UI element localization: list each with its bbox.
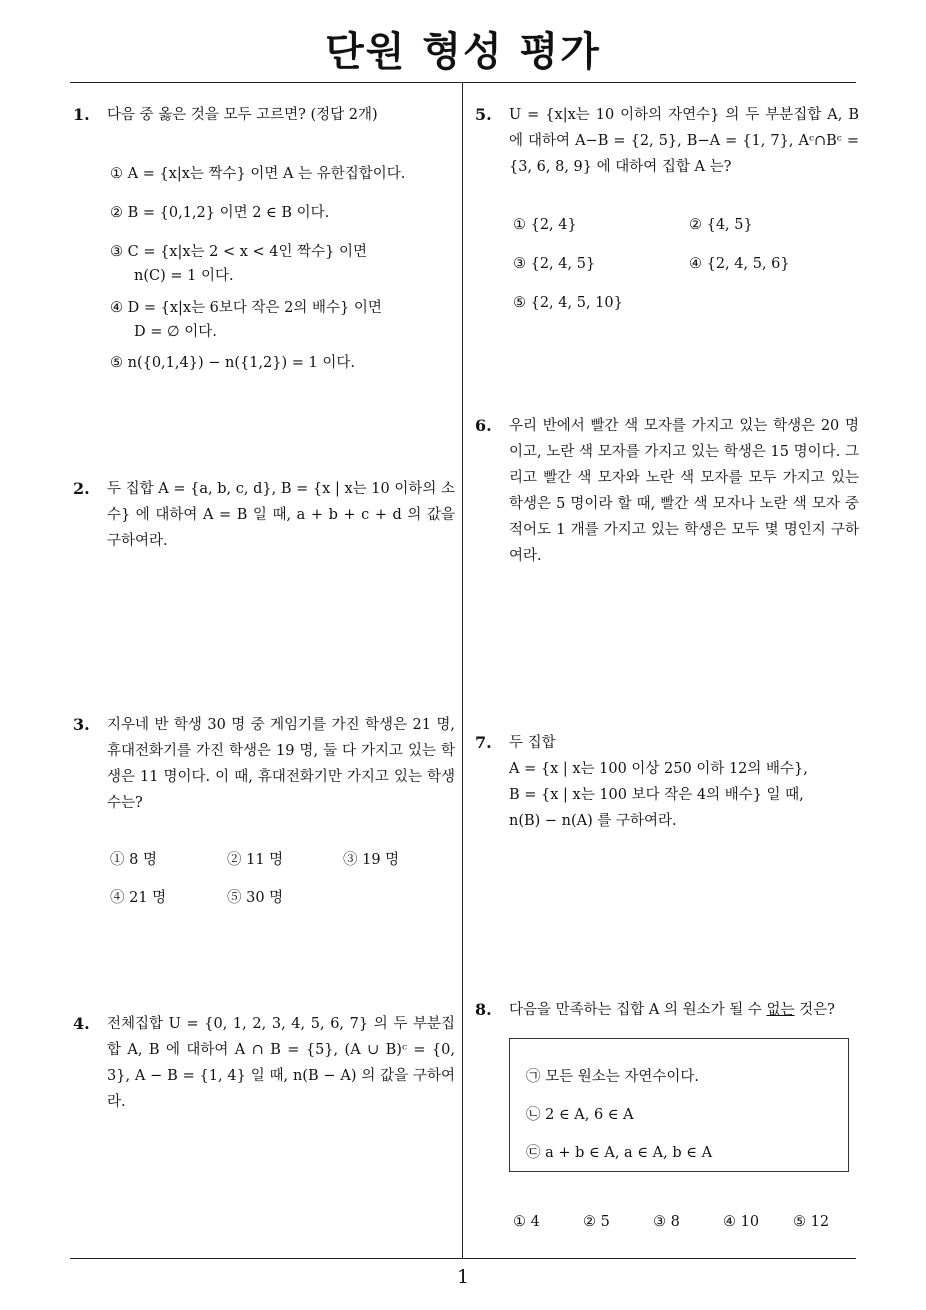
question-stem: 두 집합 A = {a, b, c, d}, B = {x | x는 10 이하의 소수} 에 대하여 A = B 일 때, a + b + c + d 의 값을 구하여라. <box>107 481 455 549</box>
option-text: n({0,1,4}) − n({1,2}) = 1 이다. <box>127 355 355 371</box>
option-text: 12 <box>810 1214 830 1230</box>
q1-option-2[interactable] <box>110 201 329 225</box>
q8-option-3[interactable] <box>653 1210 680 1234</box>
option-marker: ⑤ <box>227 890 242 906</box>
q8-option-4[interactable] <box>723 1210 759 1234</box>
option-text: C = {x|x는 2 < x < 4인 짝수} 이면 <box>127 244 367 260</box>
option-text: 30 명 <box>246 890 284 906</box>
column-divider <box>462 83 463 1258</box>
option-marker: ⑤ <box>793 1214 806 1230</box>
option-marker: ⑤ <box>513 295 526 311</box>
q8-option-5[interactable] <box>793 1210 829 1234</box>
option-text: {2, 4, 5, 6} <box>706 256 790 272</box>
question-number: 5. <box>475 105 492 124</box>
question-stem: 지우네 반 학생 30 명 중 게임기를 가진 학생은 21 명, 휴대전화기를 가진 학생은 19 명, 둘 다 가지고 있는 학생은 11 명이다. 이 때, 휴대전화기만 가지고 있는 학생 수는? <box>107 717 455 811</box>
option-marker: ① <box>513 1214 526 1230</box>
condition-2 <box>526 1103 634 1124</box>
option-text: {2, 4, 5} <box>530 256 596 272</box>
option-marker: ① <box>513 217 526 233</box>
question-number: 1. <box>73 105 90 124</box>
option-text: D = {x|x는 6보다 작은 2의 배수} 이면 <box>127 300 382 316</box>
option-marker: ④ <box>689 256 702 272</box>
option-text: 10 <box>740 1214 760 1230</box>
option-text: {2, 4} <box>530 217 577 233</box>
option-text-line2: D = ∅ 이다. <box>134 324 217 340</box>
q5-option-3[interactable] <box>513 252 595 276</box>
option-marker: ① <box>110 852 125 868</box>
question-stem <box>509 997 859 1023</box>
option-marker: ① <box>110 166 123 182</box>
condition-text: 2 ∈ A, 6 ∈ A <box>545 1107 634 1123</box>
condition-marker: ㉡ <box>526 1107 541 1123</box>
question-5 <box>475 102 859 180</box>
question-line: 두 집합 <box>509 735 556 751</box>
condition-text: a + b ∈ A, a ∈ A, b ∈ A <box>545 1145 713 1161</box>
question-number: 7. <box>475 733 492 752</box>
option-marker: ③ <box>343 852 358 868</box>
option-text: 8 명 <box>129 852 157 868</box>
option-marker: ③ <box>110 244 123 260</box>
q3-option-2[interactable] <box>227 848 283 872</box>
question-4 <box>73 1011 455 1115</box>
page-title: 단원 형성 평가 <box>325 29 601 75</box>
q5-option-5[interactable] <box>513 291 623 315</box>
q8-option-2[interactable] <box>583 1210 610 1234</box>
question-stem: 우리 반에서 빨간 색 모자를 가지고 있는 학생은 20 명이고, 노란 색 모자를 가지고 있는 학생은 15 명이다. 그리고 빨간 색 모자와 노란 색 모자를 모두 가지고 있는 학생은 5 명이라 할 때, 빨간 색 모자나 노란 색 모자 중 적어도 1 개를 가지고 있는 학생은 모두 몇 명인지 구하여라. <box>509 418 859 564</box>
question-number: 2. <box>73 479 90 498</box>
option-text: 8 <box>670 1214 680 1230</box>
condition-text: 모든 원소는 자연수이다. <box>545 1069 700 1085</box>
option-text: {4, 5} <box>706 217 753 233</box>
option-marker: ④ <box>110 300 123 316</box>
option-text-line2: n(C) = 1 이다. <box>134 268 234 284</box>
condition-marker: ㉢ <box>526 1145 541 1161</box>
question-number: 3. <box>73 715 90 734</box>
question-stem: U = {x|x는 10 이하의 자연수} 의 두 부분집합 A, B 에 대하여 A−B = {2, 5}, B−A = {1, 7}, Aᶜ∩Bᶜ = {3, 6, 8, 9} 에 대하여 집합 A 는? <box>509 107 859 175</box>
condition-1 <box>526 1065 699 1086</box>
q8-option-1[interactable] <box>513 1210 540 1234</box>
question-number: 8. <box>475 1000 492 1019</box>
q5-option-1[interactable] <box>513 213 577 237</box>
q3-option-3[interactable] <box>343 848 399 872</box>
option-marker: ② <box>583 1214 596 1230</box>
question-line: B = {x | x는 100 보다 작은 4의 배수} 일 때, <box>509 787 804 803</box>
option-text: 4 <box>530 1214 540 1230</box>
option-text: 11 명 <box>246 852 284 868</box>
option-marker: ② <box>227 852 242 868</box>
q3-option-1[interactable] <box>110 848 157 872</box>
question-2 <box>73 476 455 554</box>
condition-3 <box>526 1141 712 1162</box>
question-6 <box>475 413 859 569</box>
question-stem: 다음 중 옳은 것을 모두 고르면? (정답 2개) <box>107 107 378 123</box>
question-line: A = {x | x는 100 이상 250 이하 12의 배수}, <box>509 761 808 777</box>
q1-option-3[interactable] <box>110 240 367 288</box>
option-text: A = {x|x는 짝수} 이면 A 는 유한집합이다. <box>127 166 406 182</box>
question-7 <box>475 730 859 834</box>
bottom-rule <box>70 1258 856 1259</box>
option-marker: ② <box>689 217 702 233</box>
q1-option-4[interactable] <box>110 296 382 344</box>
option-marker: ⑤ <box>110 355 123 371</box>
q1-option-1[interactable] <box>110 162 405 186</box>
option-text: 19 명 <box>362 852 400 868</box>
q3-option-4[interactable] <box>110 886 166 910</box>
condition-marker: ㉠ <box>526 1069 541 1085</box>
option-text: 21 명 <box>129 890 167 906</box>
q5-option-4[interactable] <box>689 252 790 276</box>
question-line: n(B) − n(A) 를 구하여라. <box>509 813 677 829</box>
page-number: 1 <box>456 1266 470 1288</box>
q1-option-5[interactable] <box>110 351 355 375</box>
option-marker: ② <box>110 205 123 221</box>
option-text: B = {0,1,2} 이면 2 ∈ B 이다. <box>127 205 330 221</box>
stem-text: 것은? <box>794 1002 835 1018</box>
stem-underlined-text: 없는 <box>766 1002 795 1018</box>
question-number: 4. <box>73 1014 90 1033</box>
question-8 <box>475 997 859 1023</box>
option-text: 5 <box>600 1214 610 1230</box>
option-marker: ④ <box>723 1214 736 1230</box>
question-3 <box>73 712 455 816</box>
condition-box <box>509 1038 849 1172</box>
option-marker: ③ <box>513 256 526 272</box>
option-text: {2, 4, 5, 10} <box>530 295 623 311</box>
stem-text: 다음을 만족하는 집합 A 의 원소가 될 수 <box>509 1002 767 1018</box>
q3-option-5[interactable] <box>227 886 283 910</box>
option-marker: ③ <box>653 1214 666 1230</box>
question-1 <box>73 102 457 128</box>
question-stem: 전체집합 U = {0, 1, 2, 3, 4, 5, 6, 7} 의 두 부분집합 A, B 에 대하여 A ∩ B = {5}, (A ∪ B)ᶜ = {0, 3}, A − B = {1, 4} 일 때, n(B − A) 의 값을 구하여라. <box>107 1016 455 1110</box>
question-number: 6. <box>475 416 492 435</box>
q5-option-2[interactable] <box>689 213 753 237</box>
option-marker: ④ <box>110 890 125 906</box>
top-rule <box>70 82 856 83</box>
